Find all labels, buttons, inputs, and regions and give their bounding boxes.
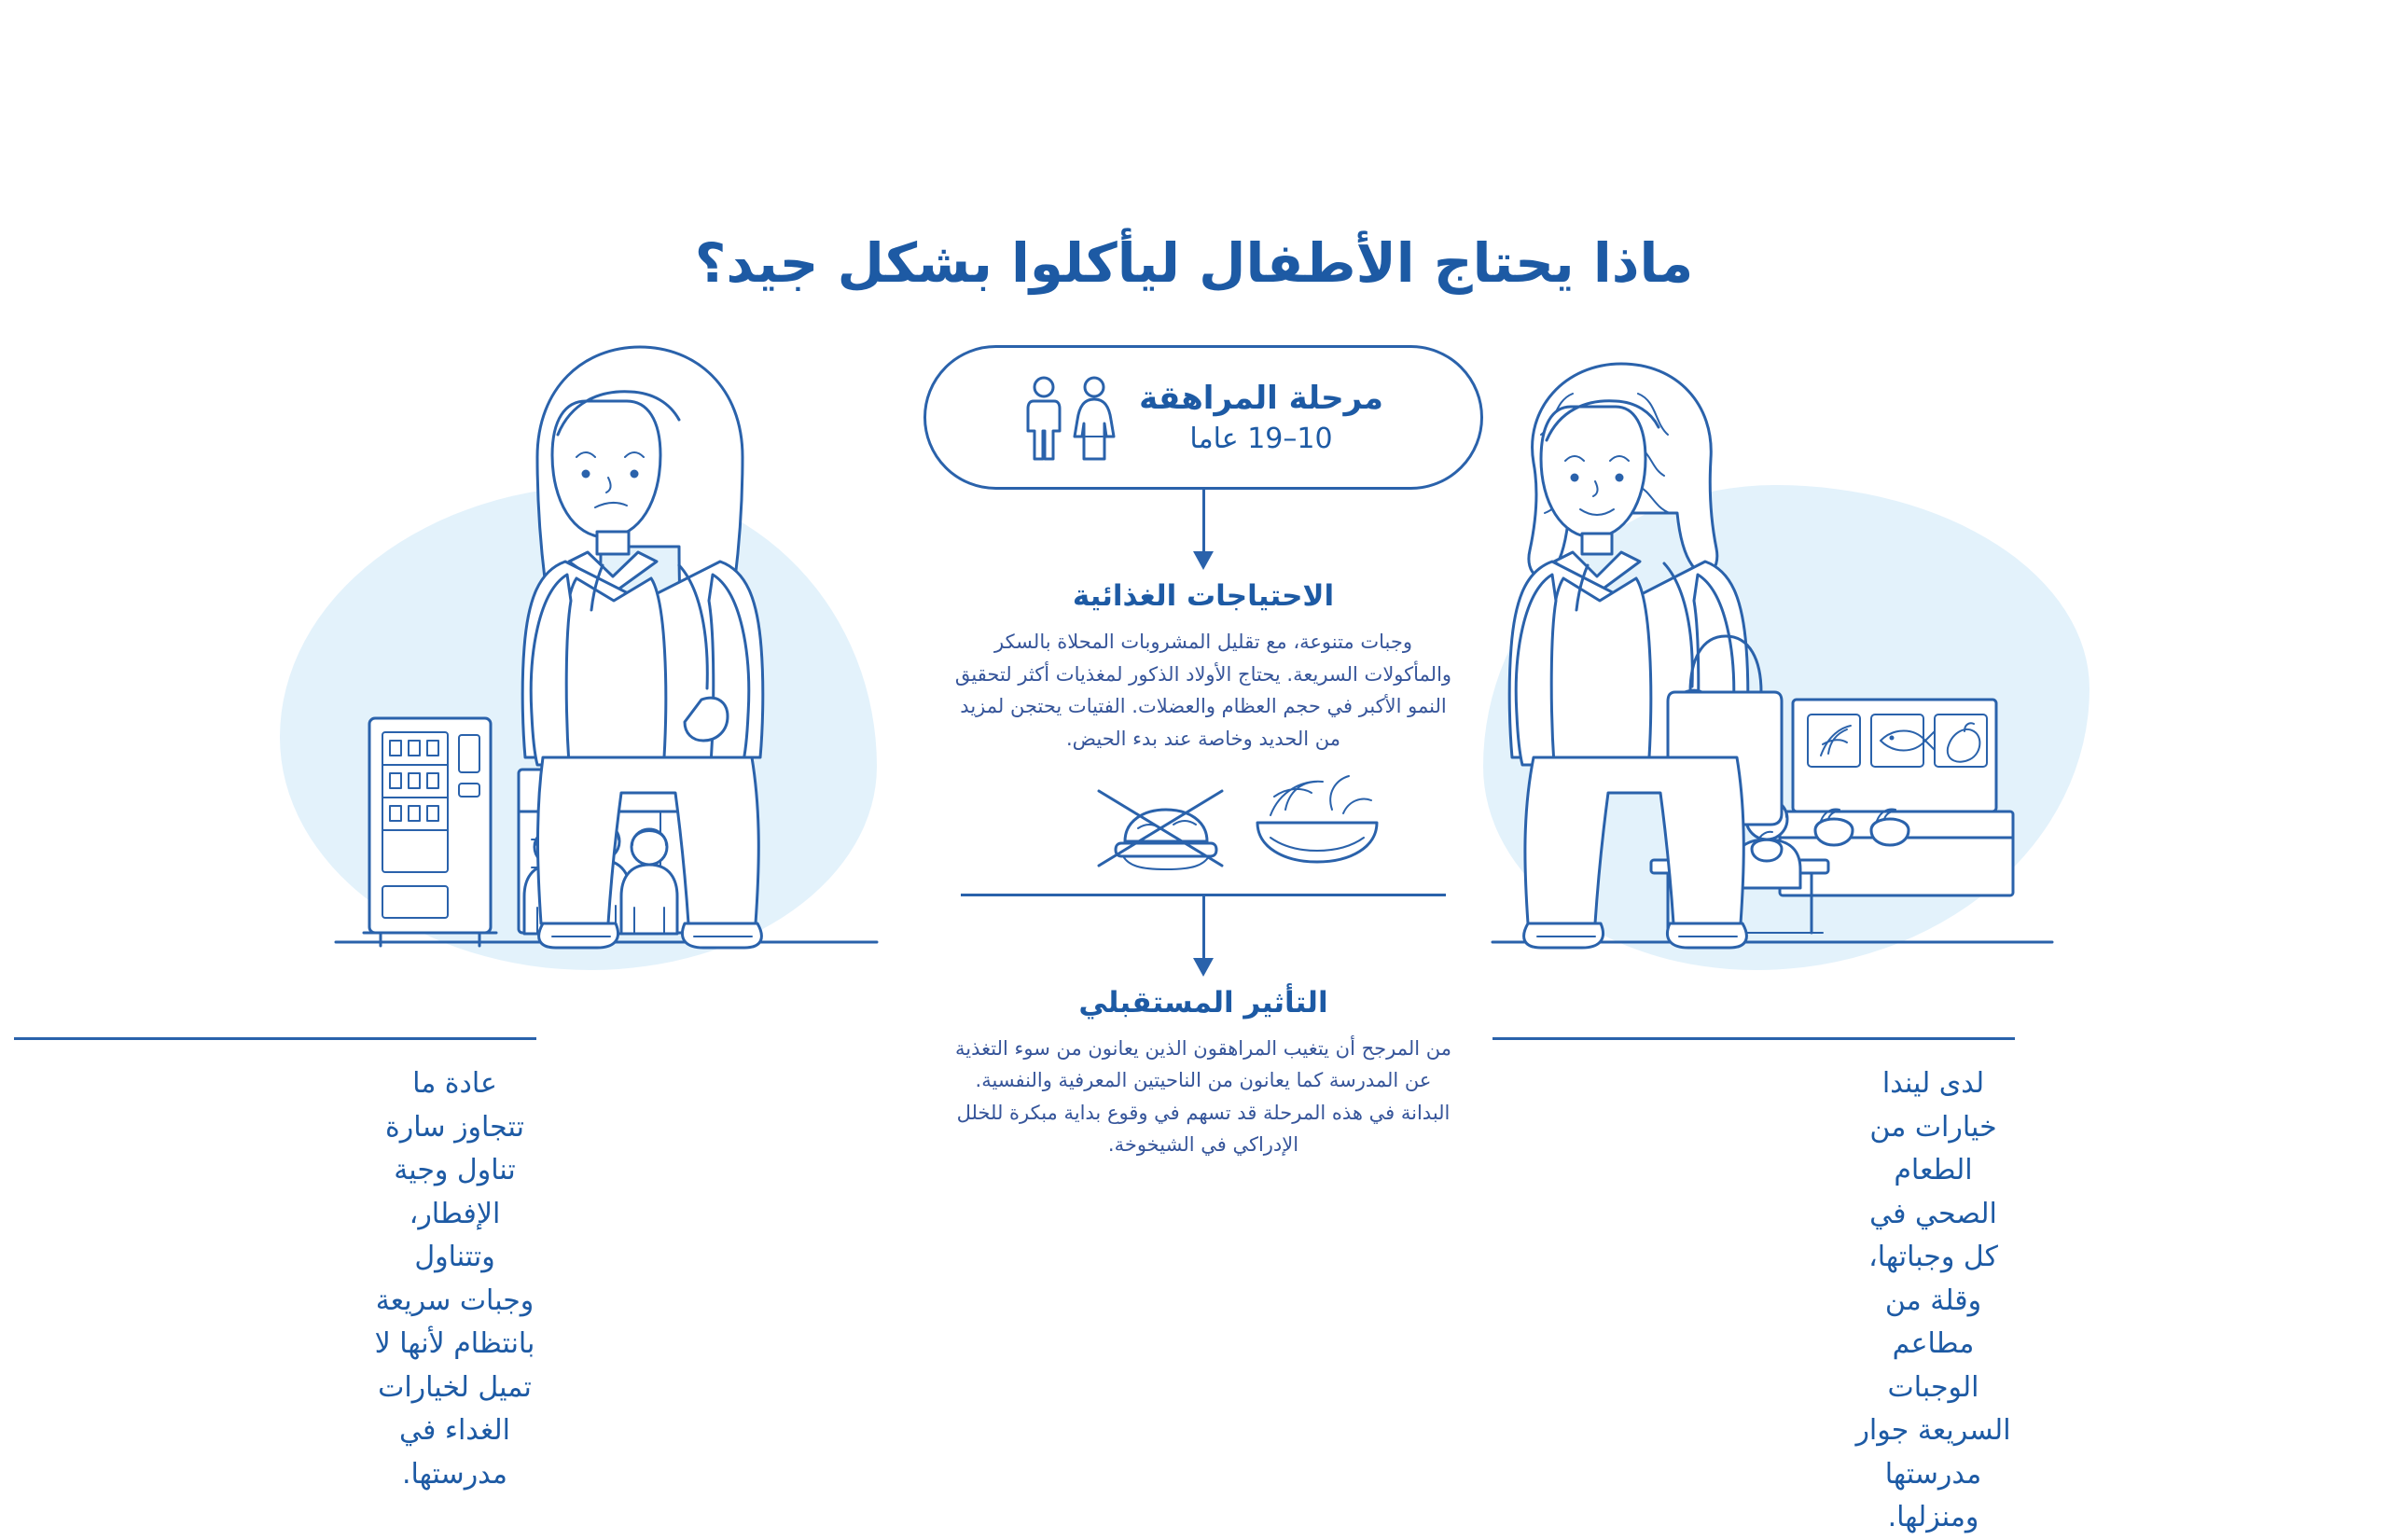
middle-food-illustration	[942, 756, 1465, 877]
right-illustration	[1437, 345, 2071, 998]
female-figure-icon	[1074, 375, 1115, 461]
caption-right-text: لدى ليندا خيارات من الطعام الصحي في كل وجباتها، وقلة من مطاعم الوجبات السريعة جوار مدرستها ومنزلها.	[1855, 1067, 2011, 1533]
caption-left-text: عادة ما تتجاوز سارة تناول وجية الإفطار، وتتناول وجبات سريعة بانتظام لأنها لا تميل لخيارات الغداء في مدرستها.	[374, 1067, 535, 1491]
arrow-down-icon-1	[1185, 490, 1222, 574]
section-body-future-impact: من المرجح أن يتغيب المراهقون الذين يعانون من سوء التغذية عن المدرسة كما يعانون من الناحيتين المعرفية والنفسية. البدانة في هذه المرحلة قد تسهم في وقوع بداية مبكرة للخلل الإدراكي في الشيخوخة.	[954, 1036, 1452, 1157]
caption-right-block	[1852, 1037, 2015, 1540]
center-column	[914, 345, 1492, 1161]
section-heading-nutrition: الاحتياجات الغذائية	[1072, 579, 1335, 613]
male-figure-icon	[1023, 375, 1064, 461]
caption-left-block	[373, 1037, 536, 1496]
section-heading-future-impact: التأثير المستقبلي	[1078, 985, 1328, 1020]
stage-badge-title: مرحلة المراهقة	[1139, 379, 1383, 417]
caption-left-rule	[14, 1037, 536, 1040]
vending-machine-icon	[364, 718, 496, 946]
section-body-nutrition: وجبات متنوعة، مع تقليل المشروبات المحلاة بالسكر والمأكولات السريعة. يحتاج الأولاد الذكور لمغذيات أكثر لتحقيق النمو الأكبر في حجم العظام والعضلات. الفتيات يحتجن لمزيد من الحديد وخاصة عند بدء الحيض.	[954, 631, 1452, 750]
caption-right-rule	[1492, 1037, 2015, 1040]
stage-badge-subtitle: 10–19 عاما	[1189, 423, 1333, 455]
page-title: ماذا يحتاج الأطفال ليأكلوا بشكل جيد؟	[694, 231, 1694, 295]
salad-bowl-icon	[1257, 776, 1377, 862]
stage-badge-icons	[1023, 375, 1115, 461]
teen-girl-right-figure	[1509, 364, 1782, 948]
burger-crossed-out-icon	[1099, 791, 1222, 869]
arrow-down-icon-2	[1185, 896, 1222, 980]
stage-badge	[923, 345, 1483, 490]
left-illustration	[336, 345, 951, 998]
